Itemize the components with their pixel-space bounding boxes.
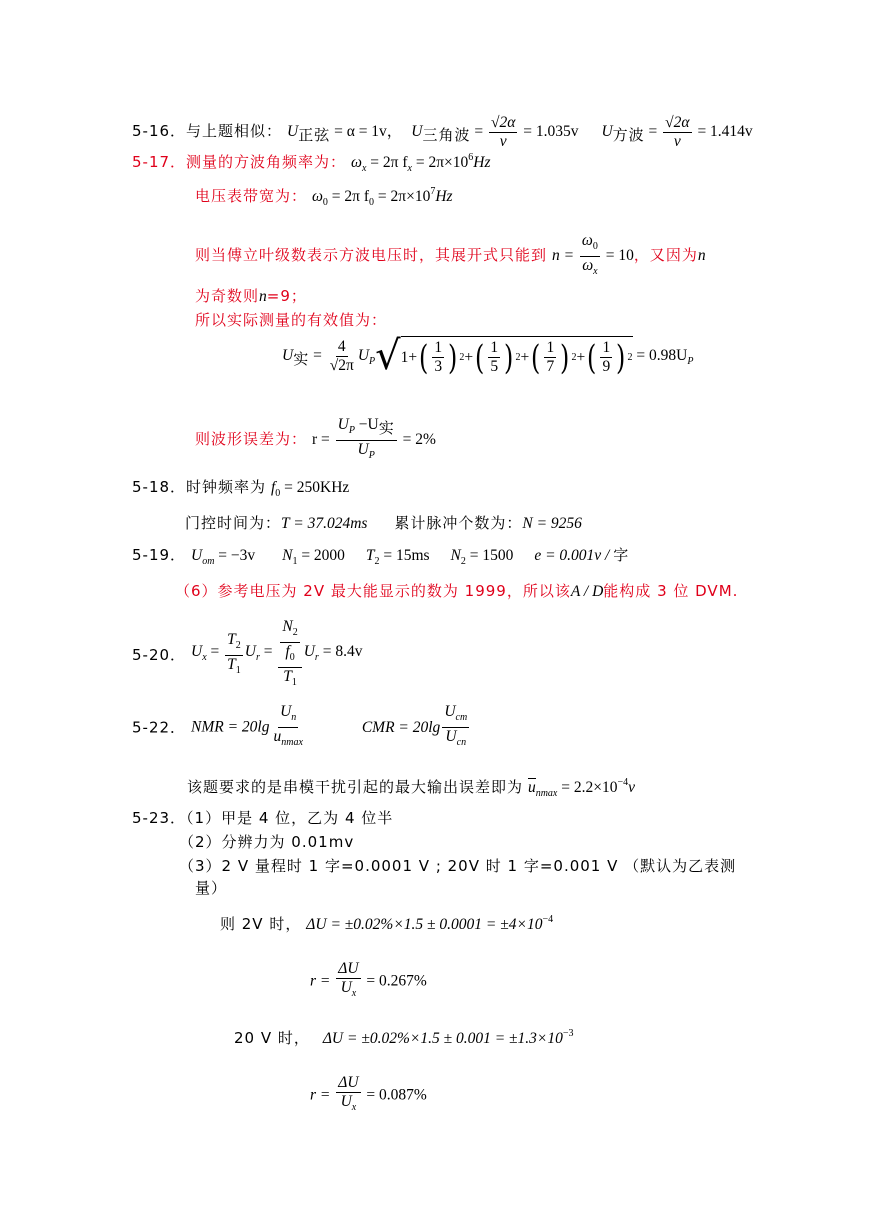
line-5-17-rms-label: 所以实际测量的有效值为： bbox=[195, 311, 388, 329]
line-5-23-20v: 20 V 时， $\Delta U = \pm 0.02\%\times 1.5 \pm 0.001 = \pm 1.3\times 10^{-3}$ bbox=[234, 1028, 574, 1047]
line-5-18-gate: 门控时间为：T = 37.024ms 累计脉冲个数为：N = 9256 bbox=[185, 514, 582, 532]
line-5-23-range: （3）2 V 量程时 1 字=0.0001 V ; 20V 时 1 字=0.001 V （默认为乙表测 bbox=[179, 857, 737, 875]
line-5-23: 5-23．（1）甲是 4 位，乙为 4 位半 bbox=[132, 809, 394, 827]
line-5-17-bandwidth: 电压表带宽为： $\omega_0 = 2\pi$ $f_0 = 2\pi\times 10^7Hz$ bbox=[195, 186, 453, 208]
line-5-16: 5-16．与上题相似： U正弦 = α = 1v， U三角波 = $\frac{√2\alpha}{\nu}$ = 1.035v U方波 = $\frac{√2\alpha}{\nu}$ = 1.414v bbox=[132, 114, 753, 150]
label-5-16: 5-16．与上题相似： bbox=[132, 122, 283, 141]
line-5-17-waveform-error: 则波形误差为： r = $\frac{U_P -U实}{U_P}$ = 2% bbox=[195, 416, 436, 461]
line-5-19-dvm: （6）参考电压为 2V 最大能显示的数为 1999，所以该A / D能构成 3 位 DVM. bbox=[175, 582, 739, 600]
line-5-17: 5-17．测量的方波角频率为： $\omega_x = 2\pi$ $f_x = 2\pi\times 10^6Hz$ bbox=[132, 152, 491, 174]
line-5-20: 5-20． $U_x$ = $\frac{T_2}{T_1}$ $U_r$ = $\frac{\frac{N_2}{f_0}}{T_1}$ $U_r = 8.4v$ bbox=[132, 618, 363, 688]
line-5-22: 5-22． NMR = 20lg $\frac{U_n}{u_{nmax}}$ CMR = 20lg $\frac{U_{cm}}{U_{cn}}$ bbox=[132, 703, 468, 748]
line-5-17-expansion: 则当傅立叶级数表示方波电压时，其展开式只能到 n = $\frac{\omega_0}{\omega_x}$ = 10，又因为n bbox=[195, 232, 706, 277]
equation-rms: U实 = $\frac{4}{√2\pi}$ $U_P$ √ 1+ ( $\frac{1}{3}$ ) 2 + ( $\frac{1}{5}$ ) 2 + ( $\frac{1}{7}$ ) 2 + ( $\frac{1}{9}$ ) 2 = $0.98U_P$ bbox=[282, 333, 694, 379]
line-5-23-resolution: （2）分辨力为 0.01mv bbox=[179, 833, 355, 851]
line-5-18: 5-18．时钟频率为 $f_0 = 250KHz$ bbox=[132, 478, 350, 499]
line-5-22-error: 该题要求的是串模干扰引起的最大输出误差即为 $u_{nmax} = 2.2\times 10^{-4}v$ bbox=[187, 777, 636, 799]
line-5-23-range-cont: 量） bbox=[195, 879, 228, 897]
line-5-23-2v: 则 2V 时， $\Delta U = \pm 0.02\%\times 1.5 \pm 0.0001 = \pm 4\times 10^{-4}$ bbox=[220, 914, 554, 933]
equation-r-2v: r = $\frac{\Delta U}{U_x}$ = 0.267% bbox=[310, 960, 427, 999]
line-5-19: 5-19． $U_{om} = -3v$ $N_1 = 2000$ $T_2 = 15ms$ $N_2 = 1500$ e = 0.001v / 字 bbox=[132, 546, 630, 567]
line-5-17-odd: 为奇数则n=9； bbox=[195, 287, 307, 305]
equation-r-20v: r = $\frac{\Delta U}{U_x}$ = 0.087% bbox=[310, 1074, 427, 1113]
